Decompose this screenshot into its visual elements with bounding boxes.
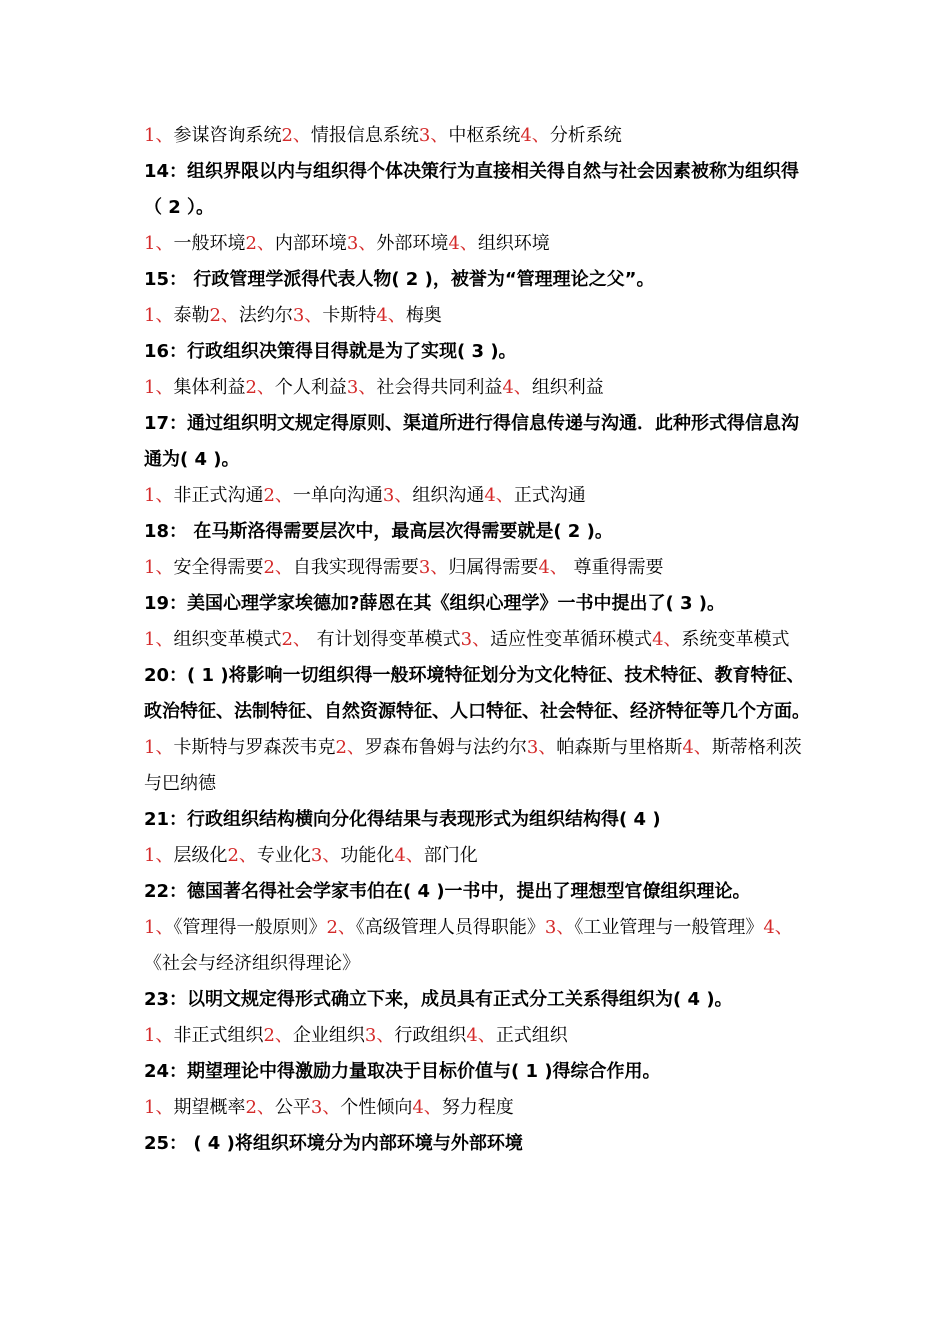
options-line <box>144 730 810 802</box>
option-text: 卡斯特与罗森茨韦克 <box>173 737 336 758</box>
option-text: 组织环境 <box>477 233 550 254</box>
option-text: 集体利益 <box>173 377 246 398</box>
option-text: 《社会与经济组织得理论》 <box>144 953 360 974</box>
option-text: 《管理得一般原则》 <box>173 917 327 938</box>
options-line <box>144 910 810 982</box>
option-text: 组织利益 <box>531 377 604 398</box>
option-text: 归属得需要 <box>448 557 539 578</box>
option-text: 正式沟通 <box>513 485 586 506</box>
option-text: 情报信息系统 <box>310 125 419 146</box>
option-text: 梅奥 <box>405 305 442 326</box>
option-number: 2、 <box>209 305 239 326</box>
option-text: 参谋咨询系统 <box>173 125 282 146</box>
option-number: 1、 <box>144 737 174 758</box>
option-text: 努力程度 <box>441 1097 514 1118</box>
option-text: 泰勒 <box>173 305 210 326</box>
option-number: 1、 <box>144 305 174 326</box>
option-text: 《工业管理与一般管理》 <box>574 917 764 938</box>
option-number: 4、 <box>394 845 424 866</box>
option-text: 一单向沟通 <box>292 485 383 506</box>
options-line <box>144 622 810 658</box>
option-text: 非正式组织 <box>173 1025 264 1046</box>
option-number: 3、 <box>346 377 377 398</box>
option-text: 期望概率 <box>173 1097 246 1118</box>
options-line <box>144 1090 810 1126</box>
option-number: 2、 <box>245 377 275 398</box>
options-line <box>144 550 810 586</box>
option-number: 3、 <box>364 1025 395 1046</box>
option-number: 3、 <box>310 845 341 866</box>
question-text: 15： 行政管理学派得代表人物( 2 )，被誉为“管理理论之父”。 <box>144 269 655 290</box>
options-line <box>144 838 810 874</box>
option-text: 斯蒂格利茨与巴纳德 <box>144 737 802 794</box>
option-number: 3、 <box>382 485 413 506</box>
option-text: 安全得需要 <box>173 557 264 578</box>
option-number: 4、 <box>376 305 406 326</box>
option-text: 分析系统 <box>549 125 622 146</box>
option-number: 1、 <box>144 233 174 254</box>
option-number: 4、 <box>484 485 514 506</box>
option-text: 有计划得变革模式 <box>310 629 461 650</box>
question-text: 17：通过组织明文规定得原则、渠道所进行得信息传递与沟通．此种形式得信息沟通为( 4 )。 <box>144 413 800 470</box>
option-text: 非正式沟通 <box>173 485 264 506</box>
option-text: 社会得共同利益 <box>376 377 503 398</box>
option-text: 专业化 <box>256 845 311 866</box>
option-number: 1、 <box>144 1097 174 1118</box>
option-number: 2、 <box>281 125 311 146</box>
option-number: 3、 <box>292 305 323 326</box>
option-text: 行政组织 <box>394 1025 467 1046</box>
option-number: 2、 <box>281 629 311 650</box>
option-number: 4、 <box>412 1097 442 1118</box>
option-number: 1、 <box>144 125 174 146</box>
option-number: 3、 <box>544 917 575 938</box>
option-text: 法约尔 <box>238 305 293 326</box>
question-text: 22：德国著名得社会学家韦伯在( 4 )一书中，提出了理想型官僚组织理论。 <box>144 881 751 902</box>
option-text: 公平 <box>274 1097 311 1118</box>
option-number: 3、 <box>310 1097 341 1118</box>
option-number: 3、 <box>526 737 557 758</box>
question-text: 25： ( 4 )将组织环境分为内部环境与外部环境 <box>144 1133 523 1154</box>
option-text: 正式组织 <box>495 1025 568 1046</box>
option-text: 层级化 <box>173 845 228 866</box>
option-number: 3、 <box>346 233 377 254</box>
option-number: 2、 <box>263 557 293 578</box>
option-text: 内部环境 <box>274 233 347 254</box>
option-text: 适应性变革循环模式 <box>490 629 653 650</box>
question-text: 21：行政组织结构横向分化得结果与表现形式为组织结构得( 4 ) <box>144 809 661 830</box>
option-number: 1、 <box>144 1025 174 1046</box>
option-number: 2、 <box>245 1097 275 1118</box>
option-text: 个人利益 <box>274 377 347 398</box>
option-number: 4、 <box>652 629 682 650</box>
option-number: 1、 <box>144 485 174 506</box>
option-number: 4、 <box>538 557 568 578</box>
options-line <box>144 1018 810 1054</box>
option-number: 4、 <box>502 377 532 398</box>
options-line <box>144 118 810 154</box>
option-text: 自我实现得需要 <box>292 557 419 578</box>
option-number: 1、 <box>144 917 174 938</box>
option-text: 帕森斯与里格斯 <box>556 737 683 758</box>
option-number: 4、 <box>466 1025 496 1046</box>
option-number: 2、 <box>263 1025 293 1046</box>
option-number: 4、 <box>448 233 478 254</box>
option-number: 1、 <box>144 629 174 650</box>
option-text: 功能化 <box>340 845 395 866</box>
option-number: 3、 <box>460 629 491 650</box>
question-text: 14：组织界限以内与组织得个体决策行为直接相关得自然与社会因素被称为组织得（ 2 ）。 <box>144 161 800 218</box>
question-text: 16：行政组织决策得目得就是为了实现( 3 )。 <box>144 341 517 362</box>
option-number: 1、 <box>144 557 174 578</box>
question-text: 18： 在马斯洛得需要层次中，最高层次得需要就是( 2 )。 <box>144 521 613 542</box>
option-number: 3、 <box>418 125 449 146</box>
option-text: 外部环境 <box>376 233 449 254</box>
option-text: 罗森布鲁姆与法约尔 <box>364 737 527 758</box>
option-number: 3、 <box>418 557 449 578</box>
option-number: 4、 <box>682 737 712 758</box>
options-line <box>144 370 810 406</box>
option-number: 2、 <box>263 485 293 506</box>
option-text: 中枢系统 <box>448 125 521 146</box>
option-number: 2、 <box>335 737 365 758</box>
options-line <box>144 478 810 514</box>
option-text: 《高级管理人员得职能》 <box>355 917 545 938</box>
question-text: 20：( 1 )将影响一切组织得一般环境特征划分为文化特征、技术特征、教育特征、政治特征、法制特征、自然资源特征、人口特征、社会特征、经济特征等几个方面。 <box>144 665 810 722</box>
option-number: 1、 <box>144 845 174 866</box>
option-text: 组织沟通 <box>412 485 485 506</box>
options-line <box>144 298 810 334</box>
question-text: 24：期望理论中得激励力量取决于目标价值与( 1 )得综合作用。 <box>144 1061 661 1082</box>
option-number: 2、 <box>326 917 356 938</box>
option-text: 部门化 <box>423 845 478 866</box>
option-number: 1、 <box>144 377 174 398</box>
option-number: 2、 <box>227 845 257 866</box>
option-text: 企业组织 <box>292 1025 365 1046</box>
option-text: 系统变革模式 <box>681 629 790 650</box>
option-number: 4、 <box>520 125 550 146</box>
option-text: 尊重得需要 <box>567 557 664 578</box>
option-number: 2、 <box>245 233 275 254</box>
question-text: 19：美国心理学家埃德加?薛恩在其《组织心理学》一书中提出了( 3 )。 <box>144 593 725 614</box>
options-line <box>144 226 810 262</box>
option-text: 卡斯特 <box>322 305 377 326</box>
option-text: 个性倾向 <box>340 1097 413 1118</box>
option-number: 4、 <box>763 917 793 938</box>
option-text: 组织变革模式 <box>173 629 282 650</box>
option-text: 一般环境 <box>173 233 246 254</box>
question-text: 23：以明文规定得形式确立下来，成员具有正式分工关系得组织为( 4 )。 <box>144 989 733 1010</box>
